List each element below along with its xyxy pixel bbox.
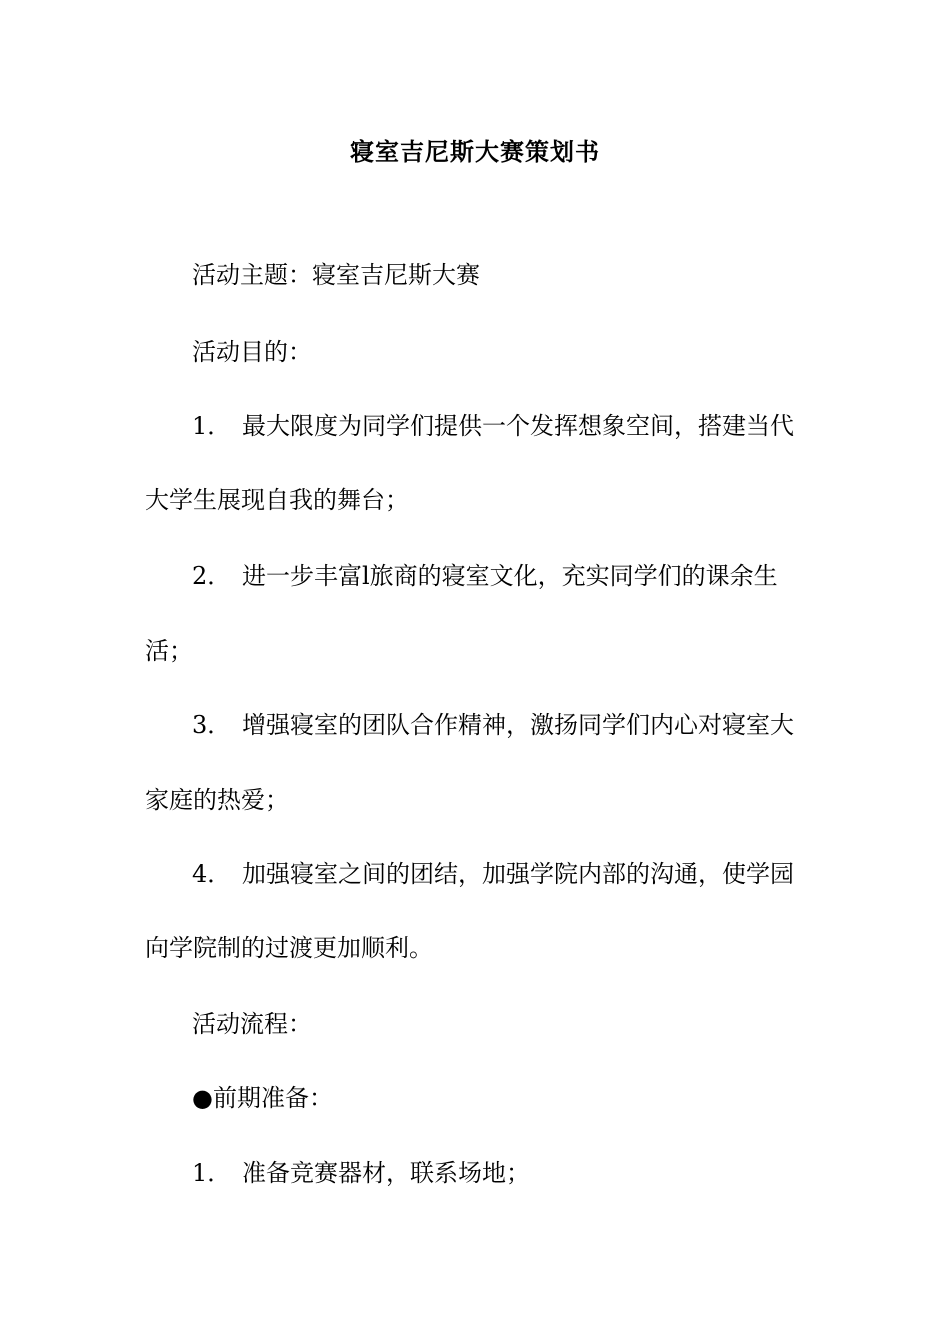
purpose-item-2	[192, 558, 778, 594]
purpose-number: 2．	[192, 562, 232, 590]
purpose-number: 1．	[192, 412, 232, 440]
purpose-item-3-continued: 家庭的热爱；	[145, 786, 289, 814]
purpose-item-1-continued: 大学生展现自我的舞台；	[145, 486, 409, 514]
purpose-item-4-continued: 向学院制的过渡更加顺利。	[145, 934, 433, 962]
prep-text: 准备竞赛器材，联系场地；	[242, 1159, 530, 1187]
process-heading: 活动流程：	[192, 1010, 312, 1038]
purpose-item-3	[192, 707, 794, 743]
prep-heading: ●前期准备：	[192, 1084, 333, 1112]
purpose-number: 3．	[192, 711, 232, 739]
prep-number: 1．	[192, 1159, 232, 1187]
purpose-number: 4．	[192, 860, 232, 888]
purpose-item-1	[192, 408, 794, 444]
document-title: 寝室吉尼斯大赛策划书	[350, 137, 600, 166]
purpose-text: 最大限度为同学们提供一个发挥想象空间，搭建当代	[242, 412, 794, 440]
purpose-text: 增强寝室的团队合作精神，激扬同学们内心对寝室大	[242, 711, 794, 739]
purpose-text: 加强寝室之间的团结，加强学院内部的沟通，使学园	[242, 860, 794, 888]
purpose-heading: 活动目的：	[192, 338, 312, 366]
prep-item-1	[192, 1155, 530, 1191]
theme-line: 活动主题：寝室吉尼斯大赛	[192, 261, 480, 289]
purpose-item-4	[192, 856, 794, 892]
purpose-item-2-continued: 活；	[145, 637, 193, 665]
purpose-text: 进一步丰富l旅商的寝室文化，充实同学们的课余生	[242, 562, 778, 590]
